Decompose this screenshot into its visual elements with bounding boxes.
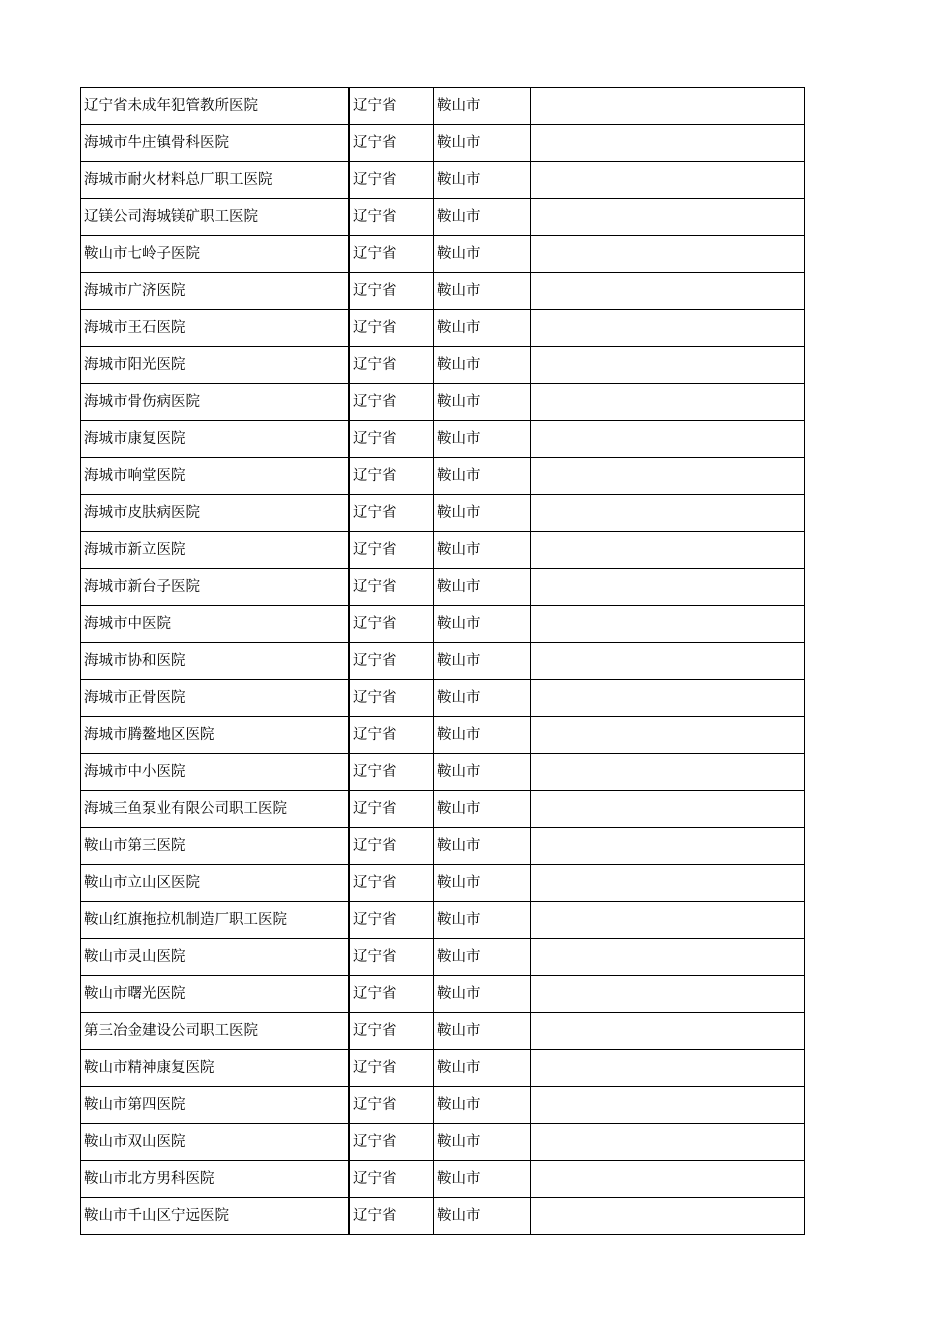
blank-cell (531, 236, 805, 273)
blank-cell (531, 1198, 805, 1235)
table-row (81, 828, 805, 865)
province-cell: 辽宁省 (349, 384, 434, 421)
hospital-name-cell: 辽宁省未成年犯管教所医院 (81, 88, 350, 125)
province-cell: 辽宁省 (349, 828, 434, 865)
province-cell: 辽宁省 (349, 939, 434, 976)
hospital-name-cell: 第三冶金建设公司职工医院 (81, 1013, 350, 1050)
city-cell: 鞍山市 (434, 754, 531, 791)
province-cell: 辽宁省 (349, 606, 434, 643)
table-row (81, 347, 805, 384)
hospital-name-cell: 海城市骨伤病医院 (81, 384, 350, 421)
blank-cell (531, 495, 805, 532)
blank-cell (531, 1050, 805, 1087)
city-cell: 鞍山市 (434, 199, 531, 236)
province-cell: 辽宁省 (349, 1087, 434, 1124)
hospital-name-cell: 鞍山市第四医院 (81, 1087, 350, 1124)
table-row (81, 1087, 805, 1124)
blank-cell (531, 273, 805, 310)
hospital-name-cell: 海城市中医院 (81, 606, 350, 643)
table-row (81, 1198, 805, 1235)
blank-cell (531, 1124, 805, 1161)
city-cell: 鞍山市 (434, 1087, 531, 1124)
blank-cell (531, 939, 805, 976)
city-cell: 鞍山市 (434, 865, 531, 902)
province-cell: 辽宁省 (349, 236, 434, 273)
city-cell: 鞍山市 (434, 347, 531, 384)
table-row (81, 162, 805, 199)
hospital-name-cell: 海城三鱼泵业有限公司职工医院 (81, 791, 350, 828)
province-cell: 辽宁省 (349, 976, 434, 1013)
blank-cell (531, 1161, 805, 1198)
table-row (81, 532, 805, 569)
city-cell: 鞍山市 (434, 569, 531, 606)
table-row (81, 680, 805, 717)
blank-cell (531, 828, 805, 865)
blank-cell (531, 1013, 805, 1050)
table-row (81, 865, 805, 902)
blank-cell (531, 1087, 805, 1124)
province-cell: 辽宁省 (349, 643, 434, 680)
province-cell: 辽宁省 (349, 458, 434, 495)
hospital-name-cell: 鞍山市第三医院 (81, 828, 350, 865)
province-cell: 辽宁省 (349, 791, 434, 828)
city-cell: 鞍山市 (434, 384, 531, 421)
table-row (81, 976, 805, 1013)
blank-cell (531, 791, 805, 828)
blank-cell (531, 680, 805, 717)
hospital-name-cell: 鞍山市曙光医院 (81, 976, 350, 1013)
province-cell: 辽宁省 (349, 754, 434, 791)
city-cell: 鞍山市 (434, 88, 531, 125)
province-cell: 辽宁省 (349, 125, 434, 162)
city-cell: 鞍山市 (434, 495, 531, 532)
blank-cell (531, 199, 805, 236)
hospital-name-cell: 海城市牛庄镇骨科医院 (81, 125, 350, 162)
hospital-name-cell: 鞍山市灵山医院 (81, 939, 350, 976)
province-cell: 辽宁省 (349, 162, 434, 199)
province-cell: 辽宁省 (349, 1161, 434, 1198)
province-cell: 辽宁省 (349, 421, 434, 458)
province-cell: 辽宁省 (349, 347, 434, 384)
hospital-name-cell: 海城市响堂医院 (81, 458, 350, 495)
city-cell: 鞍山市 (434, 828, 531, 865)
hospital-name-cell: 海城市腾鳌地区医院 (81, 717, 350, 754)
blank-cell (531, 421, 805, 458)
blank-cell (531, 310, 805, 347)
city-cell: 鞍山市 (434, 791, 531, 828)
hospital-name-cell: 海城市广济医院 (81, 273, 350, 310)
city-cell: 鞍山市 (434, 310, 531, 347)
hospital-name-cell: 海城市康复医院 (81, 421, 350, 458)
hospital-name-cell: 鞍山红旗拖拉机制造厂职工医院 (81, 902, 350, 939)
hospital-name-cell: 鞍山市千山区宁远医院 (81, 1198, 350, 1235)
city-cell: 鞍山市 (434, 902, 531, 939)
city-cell: 鞍山市 (434, 125, 531, 162)
blank-cell (531, 347, 805, 384)
city-cell: 鞍山市 (434, 606, 531, 643)
blank-cell (531, 458, 805, 495)
blank-cell (531, 976, 805, 1013)
hospital-name-cell: 鞍山市精神康复医院 (81, 1050, 350, 1087)
hospital-table (80, 87, 805, 1235)
blank-cell (531, 902, 805, 939)
table-row (81, 939, 805, 976)
table-row (81, 1124, 805, 1161)
table-row (81, 717, 805, 754)
city-cell: 鞍山市 (434, 1161, 531, 1198)
province-cell: 辽宁省 (349, 680, 434, 717)
city-cell: 鞍山市 (434, 643, 531, 680)
hospital-name-cell: 鞍山市双山医院 (81, 1124, 350, 1161)
province-cell: 辽宁省 (349, 865, 434, 902)
city-cell: 鞍山市 (434, 1198, 531, 1235)
table-row (81, 1013, 805, 1050)
table-row (81, 310, 805, 347)
province-cell: 辽宁省 (349, 532, 434, 569)
table-row (81, 902, 805, 939)
province-cell: 辽宁省 (349, 902, 434, 939)
table-row (81, 273, 805, 310)
province-cell: 辽宁省 (349, 1013, 434, 1050)
city-cell: 鞍山市 (434, 421, 531, 458)
hospital-name-cell: 海城市新台子医院 (81, 569, 350, 606)
city-cell: 鞍山市 (434, 236, 531, 273)
blank-cell (531, 125, 805, 162)
table-row (81, 754, 805, 791)
hospital-name-cell: 鞍山市立山区医院 (81, 865, 350, 902)
city-cell: 鞍山市 (434, 717, 531, 754)
table-row (81, 199, 805, 236)
province-cell: 辽宁省 (349, 1124, 434, 1161)
table-row (81, 569, 805, 606)
city-cell: 鞍山市 (434, 1050, 531, 1087)
province-cell: 辽宁省 (349, 273, 434, 310)
hospital-name-cell: 海城市皮肤病医院 (81, 495, 350, 532)
blank-cell (531, 384, 805, 421)
blank-cell (531, 754, 805, 791)
city-cell: 鞍山市 (434, 162, 531, 199)
blank-cell (531, 717, 805, 754)
city-cell: 鞍山市 (434, 976, 531, 1013)
hospital-name-cell: 海城市王石医院 (81, 310, 350, 347)
table-row (81, 421, 805, 458)
blank-cell (531, 865, 805, 902)
table-row (81, 1050, 805, 1087)
province-cell: 辽宁省 (349, 495, 434, 532)
city-cell: 鞍山市 (434, 532, 531, 569)
hospital-name-cell: 海城市协和医院 (81, 643, 350, 680)
province-cell: 辽宁省 (349, 717, 434, 754)
hospital-name-cell: 海城市新立医院 (81, 532, 350, 569)
blank-cell (531, 88, 805, 125)
province-cell: 辽宁省 (349, 1198, 434, 1235)
table-row (81, 791, 805, 828)
province-cell: 辽宁省 (349, 1050, 434, 1087)
hospital-name-cell: 辽镁公司海城镁矿职工医院 (81, 199, 350, 236)
blank-cell (531, 643, 805, 680)
table-row (81, 384, 805, 421)
table-row (81, 606, 805, 643)
hospital-name-cell: 海城市阳光医院 (81, 347, 350, 384)
table-row (81, 1161, 805, 1198)
city-cell: 鞍山市 (434, 1124, 531, 1161)
hospital-name-cell: 海城市耐火材料总厂职工医院 (81, 162, 350, 199)
city-cell: 鞍山市 (434, 273, 531, 310)
blank-cell (531, 532, 805, 569)
table-row (81, 458, 805, 495)
province-cell: 辽宁省 (349, 569, 434, 606)
city-cell: 鞍山市 (434, 680, 531, 717)
blank-cell (531, 569, 805, 606)
city-cell: 鞍山市 (434, 458, 531, 495)
province-cell: 辽宁省 (349, 199, 434, 236)
province-cell: 辽宁省 (349, 310, 434, 347)
hospital-table-body (81, 88, 805, 1235)
blank-cell (531, 162, 805, 199)
hospital-name-cell: 海城市正骨医院 (81, 680, 350, 717)
city-cell: 鞍山市 (434, 939, 531, 976)
hospital-name-cell: 海城市中小医院 (81, 754, 350, 791)
table-row (81, 125, 805, 162)
hospital-name-cell: 鞍山市北方男科医院 (81, 1161, 350, 1198)
city-cell: 鞍山市 (434, 1013, 531, 1050)
blank-cell (531, 606, 805, 643)
table-row (81, 495, 805, 532)
hospital-name-cell: 鞍山市七岭子医院 (81, 236, 350, 273)
table-row (81, 88, 805, 125)
table-row (81, 643, 805, 680)
province-cell: 辽宁省 (349, 88, 434, 125)
table-row (81, 236, 805, 273)
